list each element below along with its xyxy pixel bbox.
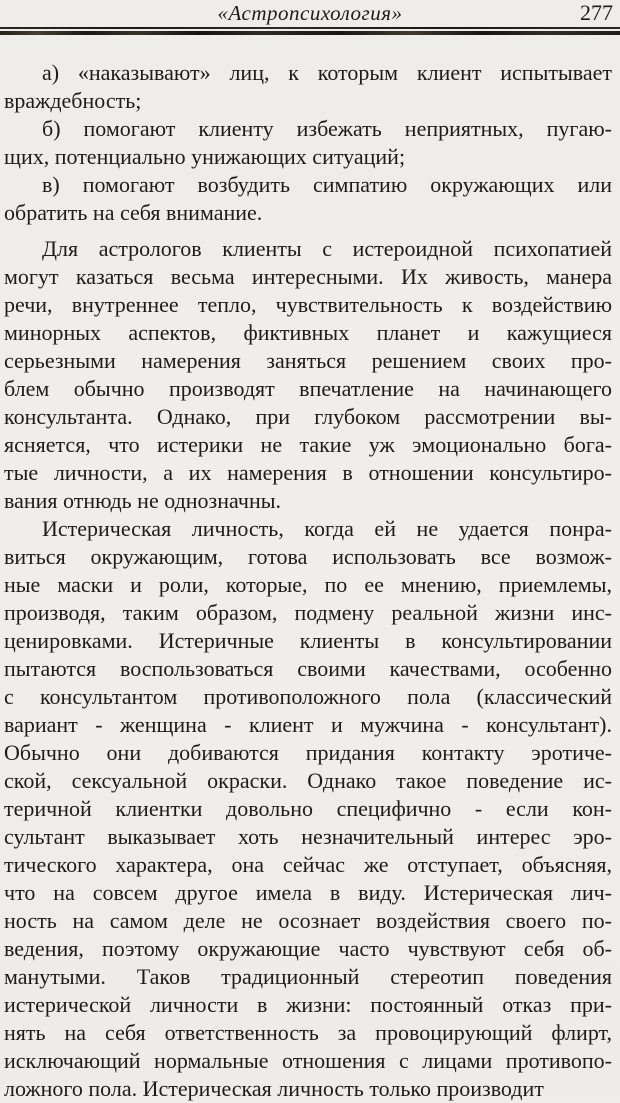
text-line: могут казаться весьма интересными. Их живость, манера bbox=[4, 264, 612, 289]
text-line: ской, сексуальной окраски. Однако такое поведение ис- bbox=[4, 768, 612, 793]
text-line: враждебность; bbox=[4, 88, 142, 113]
text-line: вариант - женщина - клиент и мужчина - консультант). bbox=[4, 712, 612, 737]
text-line: манутыми. Таков традиционный стереотип поведения bbox=[4, 964, 612, 989]
text-line: тые личности, а их намерения в отношении консультиро- bbox=[4, 460, 612, 485]
text-line: ведения, поэтому окружающие часто чувствуют себя об- bbox=[4, 936, 612, 961]
body-text bbox=[0, 59, 620, 1103]
text-line: ценировками. Истеричные клиенты в консультировании bbox=[4, 628, 612, 653]
text-line: теричной клиентки довольно специфично - если кон- bbox=[4, 796, 612, 821]
text-line: исключающий нормальные отношения с лицами противопо- bbox=[4, 1048, 612, 1073]
text-line: производя, таким образом, подмену реальной жизни инс- bbox=[4, 600, 612, 625]
text-line: обратить на себя внимание. bbox=[4, 200, 263, 225]
text-line: вания отнюдь не однозначны. bbox=[4, 488, 282, 513]
text-line: б) помогают клиенту избежать неприятных, пугаю- bbox=[42, 116, 612, 141]
text-line: сультант выказывает хоть незначительный интерес эро- bbox=[4, 824, 612, 849]
text-line: Обычно они добиваются придания контакту эротиче- bbox=[4, 740, 612, 765]
text-line: виться окружающим, готова использовать все возмож- bbox=[4, 544, 612, 569]
text-line: что на совсем другое имела в виду. Истерическая лич- bbox=[4, 880, 612, 905]
text-line: речи, внутреннее тепло, чувствительность к воздействию bbox=[4, 292, 612, 317]
text-line: тического характера, она сейчас же отступает, объясняя, bbox=[4, 852, 612, 877]
text-line: консультанта. Однако, при глубоком рассмотрении вы- bbox=[4, 404, 612, 429]
text-line: ясняется, что истерики не такие уж эмоционально бога- bbox=[4, 432, 612, 457]
running-title: «Астропсихология» bbox=[217, 1, 403, 25]
text-line: щих, потенциально унижающих ситуаций; bbox=[4, 144, 406, 169]
text-line: Истерическая личность, когда ей не удается понра- bbox=[42, 516, 612, 541]
text-line: ложного пола. Истерическая личность только производит bbox=[4, 1076, 544, 1101]
paragraph bbox=[4, 59, 612, 115]
paragraph bbox=[4, 115, 612, 171]
paragraph bbox=[4, 515, 612, 1103]
text-line: истерической личности в жизни: постоянный отказ при- bbox=[4, 992, 612, 1017]
header-rule-thick-line bbox=[0, 31, 620, 35]
page-number: 277 bbox=[580, 0, 613, 25]
text-line: серьезными намерения заняться решением своих про- bbox=[4, 348, 612, 373]
text-line: Для астрологов клиенты с истероидной психопатией bbox=[42, 236, 612, 261]
text-line: минорных аспектов, фиктивных планет и кажущиеся bbox=[4, 320, 612, 345]
page-header bbox=[0, 0, 620, 27]
paragraph bbox=[4, 235, 612, 515]
text-line: с консультантом противоположного пола (классический bbox=[4, 684, 612, 709]
text-line: блем обычно производят впечатление на начинающего bbox=[4, 376, 612, 401]
header-rule bbox=[0, 27, 620, 35]
paragraph bbox=[4, 171, 612, 227]
text-line: нять на себя ответственность за провоцирующий флирт, bbox=[4, 1020, 612, 1045]
text-line: а) «наказывают» лиц, к которым клиент испытывает bbox=[42, 60, 612, 85]
text-line: в) помогают возбудить симпатию окружающих или bbox=[42, 172, 612, 197]
text-line: ность на самом деле не осознает воздействия своего по- bbox=[4, 908, 612, 933]
text-line: ные маски и роли, которые, по ее мнению, приемлемы, bbox=[4, 572, 612, 597]
text-line: пытаются воспользоваться своими качествами, особенно bbox=[4, 656, 612, 681]
